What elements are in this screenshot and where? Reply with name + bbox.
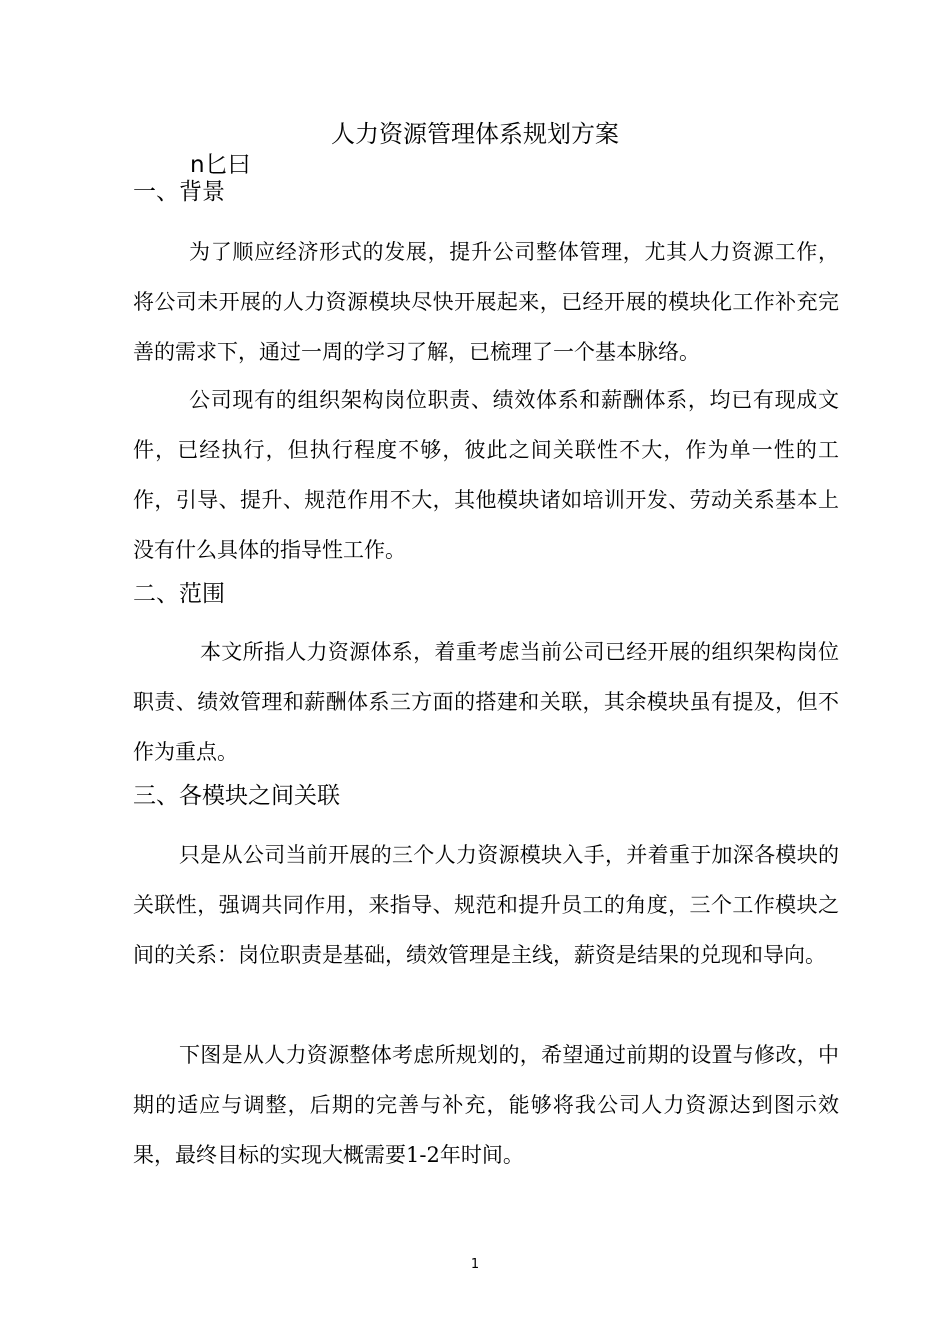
paragraph-background-2: 公司现有的组织架构岗位职责、绩效体系和薪酬体系，均已有现成文件，已经执行，但执行程度不够，彼此之间关联性不大，作为单一性的工作，引导、提升、规范作用不大，其他模块诸如培训开发、劳动关系基本上没有什么具体的指导性工作。 (133, 388, 839, 562)
paragraph-module-relations-1: 只是从公司当前开展的三个人力资源模块入手，并着重于加深各模块的关联性，强调共同作用，来指导、规范和提升员工的角度，三个工作模块之间的关系：岗位职责是基础，绩效管理是主线，薪资是结果的兑现和导向。 (133, 843, 839, 967)
page-number: 1 (470, 1257, 480, 1272)
section-heading-module-relations: 三、各模块之间关联 (133, 783, 340, 809)
section-heading-scope: 二、范围 (133, 581, 225, 607)
document-title: 人力资源管理体系规划方案 (331, 120, 619, 148)
garbled-text: n匕曰 (190, 152, 251, 178)
paragraph-background-1: 为了顺应经济形式的发展，提升公司整体管理，尤其人力资源工作，将公司未开展的人力资源模块尽快开展起来，已经开展的模块化工作补充完善的需求下，通过一周的学习了解，已梳理了一个基本脉络。 (133, 240, 839, 364)
paragraph-module-relations-2: 下图是从人力资源整体考虑所规划的，希望通过前期的设置与修改，中期的适应与调整，后期的完善与补充，能够将我公司人力资源达到图示效果，最终目标的实现大概需要1-2年时间。 (133, 1043, 839, 1167)
paragraph-scope-1: 本文所指人力资源体系，着重考虑当前公司已经开展的组织架构岗位职责、绩效管理和薪酬体系三方面的搭建和关联，其余模块虽有提及，但不作为重点。 (133, 640, 839, 764)
section-heading-background: 一、背景 (133, 179, 225, 205)
